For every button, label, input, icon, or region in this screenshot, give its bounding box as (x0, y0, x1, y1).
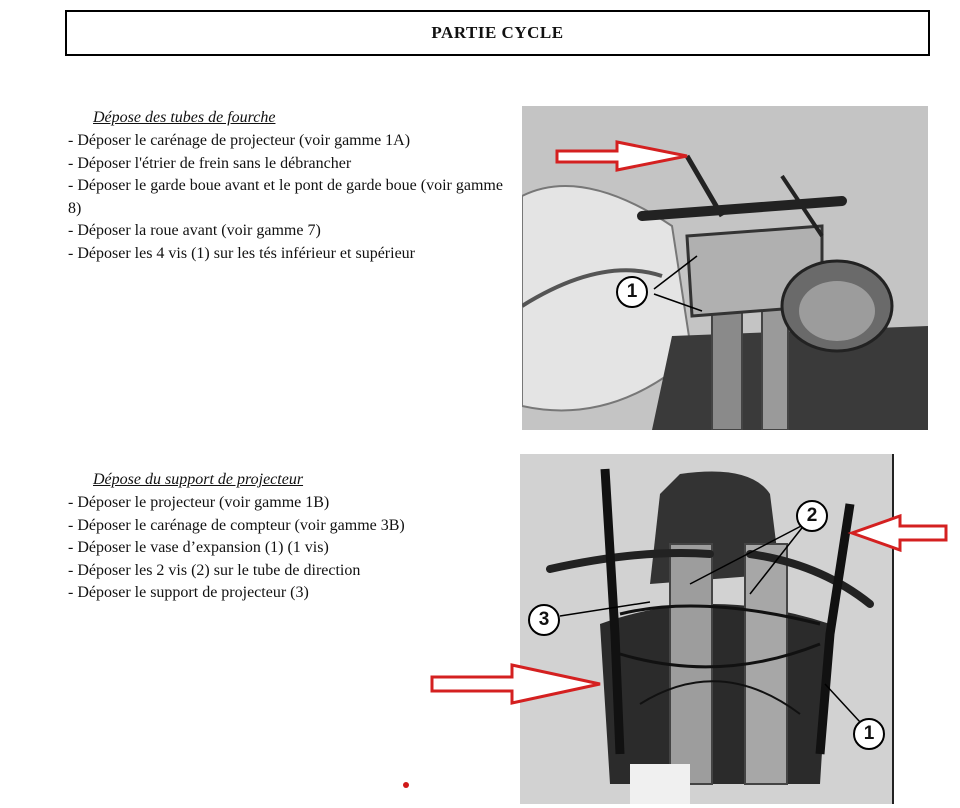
section-heading: Dépose du support de projecteur (93, 471, 304, 488)
callout-label: 1 (616, 276, 648, 308)
list-item: - Déposer le support de projecteur (3) (68, 582, 508, 605)
list-item: - Déposer les 4 vis (1) sur les tés inférieur et supérieur (68, 243, 508, 266)
page-title: PARTIE CYCLE (431, 23, 564, 42)
list-item: - Déposer le carénage de projecteur (voir gamme 1A) (68, 130, 508, 153)
callout-label: 1 (853, 718, 885, 750)
list-item: - Déposer le vase d’expansion (1) (1 vis) (68, 537, 508, 560)
red-dot-mark (403, 782, 409, 788)
red-arrow-icon (852, 516, 946, 550)
list-item: - Déposer la roue avant (voir gamme 7) (68, 220, 508, 243)
list-item: - Déposer l'étrier de frein sans le débrancher (68, 153, 508, 176)
red-arrow-icon (432, 665, 600, 703)
callout-label: 2 (796, 500, 828, 532)
callout-label: 3 (528, 604, 560, 636)
list-item: - Déposer le projecteur (voir gamme 1B) (68, 492, 508, 515)
list-item: - Déposer les 2 vis (2) sur le tube de direction (68, 560, 508, 583)
list-item: - Déposer le carénage de compteur (voir gamme 3B) (68, 515, 508, 538)
list-item: - Déposer le garde boue avant et le pont de garde boue (voir gamme 8) (68, 175, 508, 220)
section-heading: Dépose des tubes de fourche (93, 109, 276, 126)
